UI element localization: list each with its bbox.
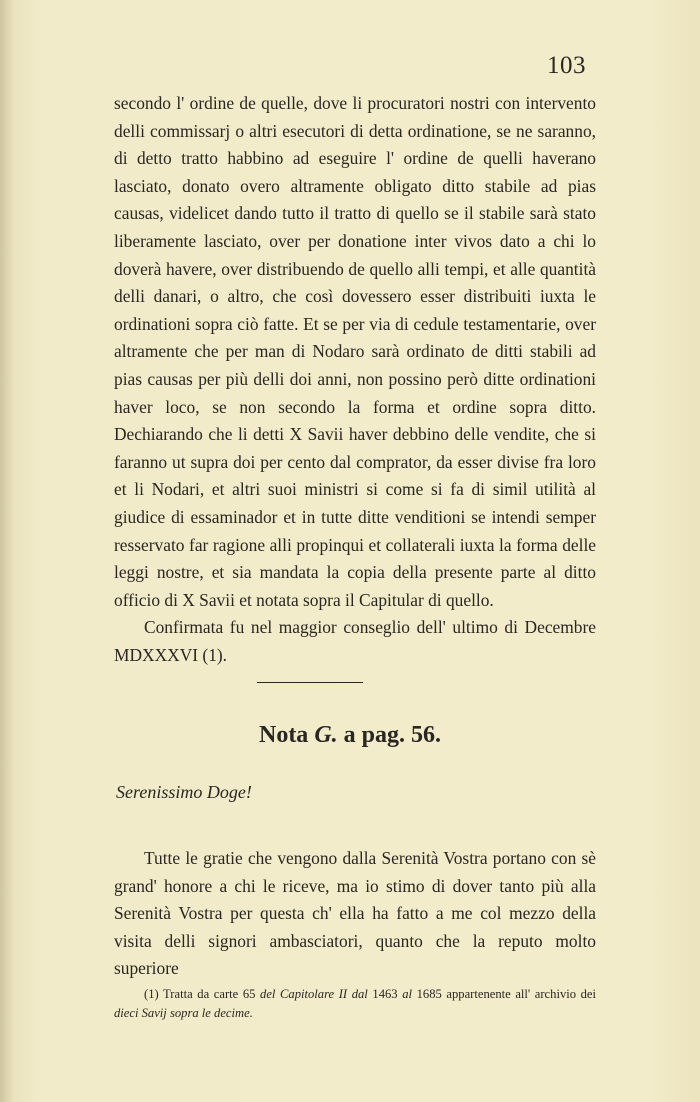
section-heading (0, 722, 700, 749)
page-number: 103 (547, 52, 586, 79)
heading-prefix: Nota (258, 722, 315, 748)
letter-body: Tutte le gratie che vengono dalla Serenità Vostra portano con sè grand' honore a chi le riceve, ma io stimo di dover tanto più alla Serenità Vostra per questa ch' ella ha fatto a me col mezzo della visita delli signori ambasciatori, quanto che la reputo molto superiore (114, 848, 596, 979)
footnote-text-2: del Capitolare II dal (260, 987, 368, 1001)
section-divider (257, 682, 363, 683)
confirmation-paragraph: Confirmata fu nel maggior conseglio dell' ultimo di Decembre MDXXXVI (1). (114, 617, 596, 665)
heading-letter: G. (314, 722, 338, 748)
footnote-text-5: 1685 appartenente all' archivio dei (412, 987, 597, 1001)
page-gutter-shadow (0, 0, 14, 1102)
letter-salutation: Serenissimo Doge! (116, 782, 252, 802)
footnote-marker: (1) (144, 987, 159, 1001)
body-paragraph: secondo l' ordine de quelle, dove li procuratori nostri con intervento delli commissarj o altri esecutori di detta ordinatione, se ne saranno, di detto tratto habbino ad eseguire l' ordine de quelli haverano lasciato, donato overo altramente obligato ditto stabile ad pias causas, videlicet dando tutto il tratto di quello se il stabile sarà stato liberamente lasciato, over per donatione inter vivos dato a chi lo doverà havere, over distribuendo de quello alli tempi, et alle quantità delli danari, o altro, che così dovessero esser distribuiti iuxta le ordinationi sopra ciò fatte. Et se per via di cedule testamentarie, over altramente che per man di Nodaro sarà ordinato de ditti stabili ad pias causas per più delli doi anni, non possino però ditte ordinationi haver loco, se non secondo la forma et ordine sopra ditto. Dechiarando che li detti X Savii haver debbino delle vendite, che si faranno ut supra doi per cento dal comprator, da esser divise fra loro et li Nodari, et altri suoi ministri si come si fa di simil utilità al giudice di essaminador et in tutte ditte venditioni se intendi semper resservato far ragione alli propinqui et collaterali iuxta la forma delle leggi nostre, et sia mandata la copia della presente parte al ditto officio di X Savii et notata sopra il Capitular di quello. (114, 93, 596, 610)
footnote-text-6: dieci Savij sopra le decime. (114, 1006, 253, 1020)
footnote-text-1: Tratta da carte 65 (158, 987, 261, 1001)
heading-suffix: a pag. 56. (337, 722, 442, 748)
footnote-text-4: al (402, 987, 412, 1001)
footnote (114, 985, 596, 1023)
footnote-text-3: 1463 (367, 987, 403, 1001)
main-text (114, 90, 596, 669)
